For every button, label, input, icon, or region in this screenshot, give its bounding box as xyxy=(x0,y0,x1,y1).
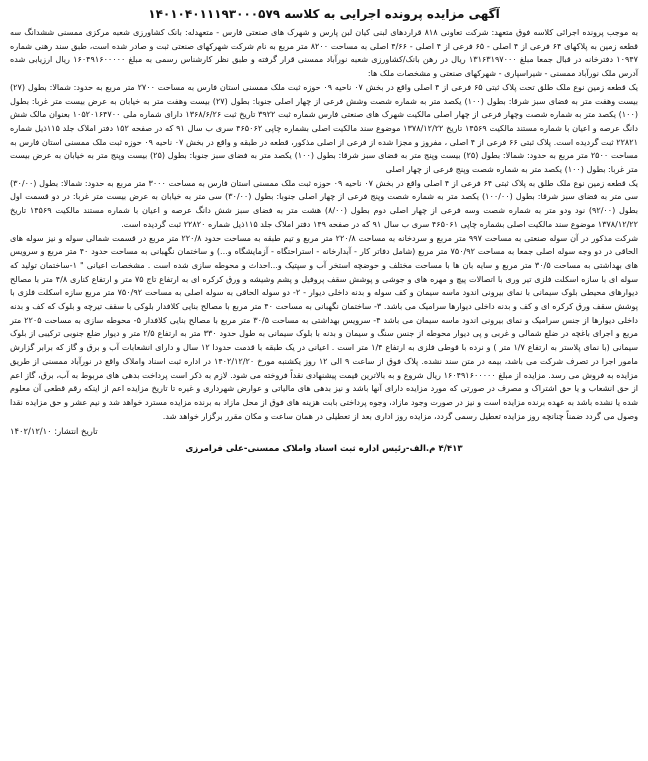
parcel-64-paragraph: یک قطعه زمین نوع ملک طلق به پلاک ثبتی ۶۴ فرعی از ۴ اصلی واقع در بخش ۰۷ ناحیه ۰۹ حوزه ثبت ملک ممسنی استان فارس به مساحت ۳۰۰۰ متر مربع به حدود: شمالا: بطول (۳۰/۰۰) سی متر به فضای سبز شرقا: بطول (۱۰۰/۰۰) یکصد متر به شماره شصت وپنج فرعی از چهار اصلی جنوبا: بطول (۳۰/۰۰) سی متر به خیابان به عرض بیست متر غربا: در دو قسمت اول بطول (۹۲/۰۰) نود ودو متر به شماره شصت وسه فرعی از چهار اصلی دوم بطول (۸/۰۰) هشت متر به فضای سبز شش دانگ عرصه و اعیان با شماره مستند مالکیت ۱۴۵۶۹ تاریخ ۱۳۷۸/۱۲/۲۲ موضوع سند مالکیت اصلی بشماره چاپی ۴۶۵۰۶۱ سری ب سال ۹۱ که در صفحه ۱۴۹ دفتر املاک جلد ۱۱۵ذیل شماره ۲۲۸۲۰ ثبت گردیده است. xyxy=(10,177,638,229)
parcel-65-66-paragraph: یک قطعه زمین نوع ملک طلق تحت پلاک ثبتی ۶۵ فرعی از ۴ اصلی واقع در بخش ۰۷ ناحیه ۰۹ حوزه ثبت ملک ممسنی استان فارس به مساحت ۲۷۰۰ متر مربع به حدود: شمالا: بطول (۲۷) بیست وهفت متر به فضای سبز شرقا: بطول (۱۰۰) یکصد متر به شماره شصت وشش فرعی از چهار اصلی جنوبا: بطول (۲۷) بیست وهفت متر به خیابان به عرض بیست متر غربا: بطول (۱۰۰) یکصد متر به شماره شصت وچهار فرعی از چهار اصلی مالکیت شهرک های صنعتی فارس شماره ثبت ۳۹۲۲ تاریخ ثبت ۱۳۶۸/۶/۲۶ دارای شماره ملی ۱۰۵۲۰۱۶۴۷۰۰ بعنوان مالک شش دانگ عرصه و اعیان با شماره مستند مالکیت ۱۴۵۶۹ تاریخ ۱۳۷۸/۱۲/۲۲ موضوع سند مالکیت اصلی بشماره چاپی ۴۶۵۰۶۲ سری ب سال ۹۱ که در صفحه ۱۵۲ دفتر املاک جلد ۱۱۵ذیل شماره ۲۲۸۲۱ ثبت گردیده است. پلاک ثبتی ۶۶ فرعی از ۴ اصلی ، مفروز و مجزا شده از فرعی از اصلی مذکور، قطعه در طبقه و واقع در بخش ۰۷ ناحیه ۰۹ حوزه ثبت ملک ممسنی استان فارس به مساحت ۲۵۰۰ متر مربع به حدود: شمالا: بطول (۲۵) بیست وپنج متر به فضای سبز شرقا: بطول (۱۰۰) یکصد متر به فضای سبز جنوبا: بطول (۲۵) بیست وپنج متر به خیابان به عرض بیست متر غربا: بطول (۱۰۰) یکصد متر به شماره شصت وپنج فرعی از چهار اصلی xyxy=(10,81,639,175)
signature-line: ۴/۴۱۳ م.الف-رئیس اداره ثبت اسناد واملاک ممسنی-علی فرامرزی xyxy=(185,444,463,455)
intro-paragraph: به موجب پرونده اجرائی کلاسه فوق متعهد: شرکت تعاونی ۸۱۸ قراردهای لبنی کیان لبن پارس و شهرک های صنعتی فارس - متعهدله: بانک کشاورزی شعبه مرکزی ممسنی ششدانگ سه قطعه زمین به پلاکهای ۶۴ فرعی از ۴ اصلی - ۶۵ فرعی از ۴ اصلی - ۴/۶۶ اصلی به مساحت ۸۲۰۰ متر مربع به نام شرکت شهرکهای صنعتی ثبت و صادر شده است، طبق سند رهنی شماره ۱۰۹۴۷ دفترخانه در قبال جمعا مبلغ ۱۳۱۶۳۱۹۷۰۰۰ ریال در رهن بانک/کشاورزی شعبه نورآباد ممسنی قرار گرفته و طبق نظر کارشناس رسمی به مبلغ ۱۶۰۴۹۱۶۰۰۰۰۰ ریال ارزیابی شده آدرس ملک نورآباد ممسنی - شیراسپاری - شهرکهای صنعتی و مشخصات ملک ها: xyxy=(10,27,639,79)
notice-title: آگهی مزایده پرونده اجرایی به کلاسه ۱۴۰۱۰۴۰۱۱۱۹۳۰۰۰۵۷۹ xyxy=(148,7,500,21)
publish-date: تاریخ انتشار: ۱۴۰۲/۱۲/۱۰ xyxy=(10,426,98,437)
buildings-terms-paragraph: شرکت مذکور در آن سوله صنعتی به مساحت ۹۹۷ متر مربع و سردخانه به مساحت ۲۲۰/۸ متر مربع و تیم طبقه به مساحت حدود ۲۲۰/۸ متر مربع در قسمت شمالی سوله و نیز سوله های الحاقی در دو وجه سوله اصلی جمعا به مساحت ۷۵۰/۹۲ متر مربع (شامل دفاتر کار - آبدارخانه - استراحتگاه - آزمایشگاه و...) و ساختمان نگهبانی به مساحت حدود ۴۰ متر مربع و سرویس های بهداشتی به مساحت ۳۰/۵ متر مربع و سایه بان ها با مساحت مختلف و حوضچه استخر آب و سپتیک و...احداث و محوطه سازی شده است . مشخصات اعیانی " ۱-ساختمان تولید که سوله ای با سازه اسکلت فلزی تیر وری با اتصالات پیچ و مهره های و جوشی و پوشش سقف پروفیل و پشم وشیشه و ورق کرکره ای به ارتفاع تاج ۷۵ متر و ارتفاع کناری ۴/۸ متر با مصالح دیوارهای محیطی بلوک سیمانی با نمای بیرونی اندود ماسه سیمان و کف سوله و بدنه داخلی دیوار - ۲- دو سوله الحاقی به سوله اصلی به مساحت ۷۵۰/۹۲ متر مربع سازه اسکلت فلزی با پوشش سقف ورق کرکره ای و کف و بدنه داخلی دیوارها سرامیک می باشد. ۳- ساختمان نگهبانی به مساحت ۴۰ متر مربع با مصالح بنایی کلافدار بلوکی با سقف تیرچه و بلوک که کف و بدنه داخلی دیوارها از جنس سرامیک و نمای بیرونی اندود ماسه سیمان می باشد ۴- سرویس بهداشتی به مساحت ۳۰/۵ متر مربع با مصالح بنایی کلافدار ۵- محوطه سازی به مساحت ۲۲۰۵ متر مربع و اجرای باغچه در ضلع شمالی و غربی و پی دیوار محوطه از جنس سنگ و سیمان و بدنه با بلوک سیمانی به طول حدود ۳۳۰ متر به ارتفاع ۲/۵ متر و دیوار ضلع جنوبی ترکیبی از بلوک سیمانی (با نمای پلاستر به ارتفاع ۱/۷ متر ) و نرده با قوطی فلزی به ارتفاع ۱/۴ متر است . اعیانی در یک طبقه با قدمت حدودا ۱۲ سال و دارای انشعابات آب و برق و گاز که برابر گزارش مامور اجرا در تصرف شرکت می باشد، بیمه در متن سند نشده. پلاک فوق از ساعت ۹ الی ۱۲ روز یکشنبه مورخ ۱۴۰۲/۱۲/۲۰ در اداره ثبت اسناد واملاک واقع در نورآباد ممسنی از طریق مزایده به فروش می رسد. مزایده از مبلغ ۱۶۰۴۹۱۶۰۰۰۰۰ ریال شروع و به بالاترین قیمت پیشنهادی نقداً فروخته می شود. لازم به ذکر است پرداخت بدهی های مربوط به آب، برق، گاز اعم از حق انشعاب و یا حق اشتراک و مصرف در صورتی که مورد مزایده دارای آنها باشد و نیز بدهی های مالیاتی و عوارض شهرداری و غیره تا تاریخ مزایده اعم از اینکه رقم قطعی آن معلوم شده یا نشده باشد به عهده برنده مزایده است و نیز در صورت وجود مازاد، وجوه پرداختی بابت هزینه های فوق از محل مازاد به برنده مزایده مسترد خواهد شد و نیم عشر و حق مزایده نقدا وصول می گردد ضمناً چنانچه روز مزایده تعطیل رسمی گردد، مزایده روز اداری بعد از تعطیلی در همان ساعت و مکان مقرر برگزار خواهد شد. xyxy=(10,232,639,421)
